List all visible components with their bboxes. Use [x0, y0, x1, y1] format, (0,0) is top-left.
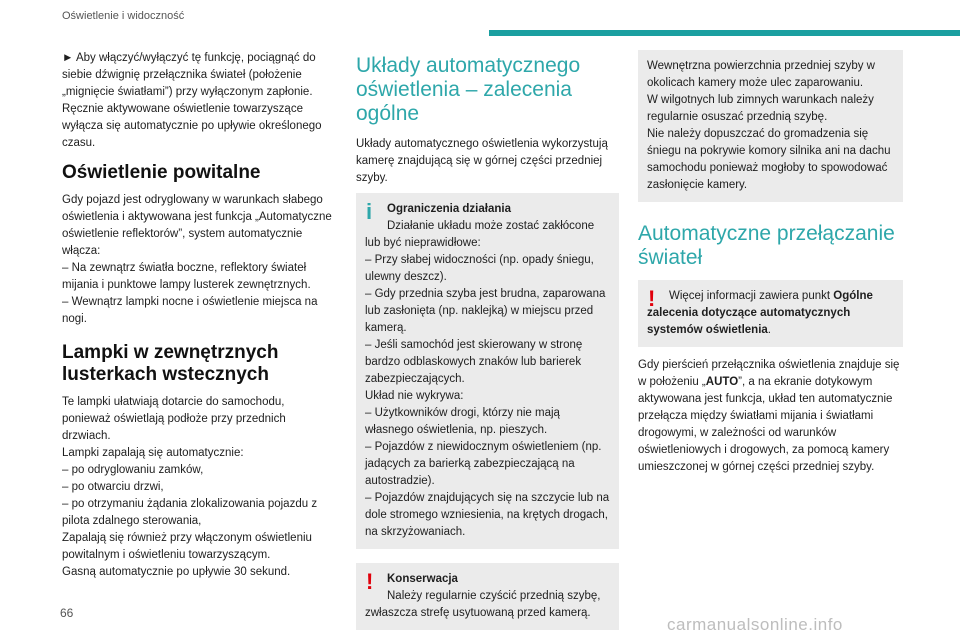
list-item: – Przy słabej widoczności (np. opady śniegu, ulewny deszcz). [365, 254, 594, 283]
list-item: – Pojazdów z niewidocznym oświetleniem (np. jadących za barierką zabezpieczającą na autostradzie). [365, 441, 602, 487]
auto-beam-paragraph [638, 357, 903, 476]
list-item: – Jeśli samochód jest skierowany w stronę bardzo odblaskowych znaków lub barierek zabezpieczających. [365, 339, 583, 385]
intro-paragraph: ► Aby włączyć/wyłączyć tę funkcję, pociągnąć do siebie dźwignię przełącznika świateł (położenie „mignięcie światłami”) przy wyłączonym zapłonie. Ręcznie aktywowane oświetlenie towarzyszące wyłącza się automatycznie po upływie określonego czasu. [62, 52, 322, 149]
text-line: Gasną automatycznie po upływie 30 sekund. [62, 566, 291, 578]
warning-box-title: Konserwacja [387, 573, 458, 585]
watermark: carmanualsonline.info [667, 615, 843, 634]
text-line: W wilgotnych lub zimnych warunkach należy regularnie osuszać przednią szybę. [647, 94, 874, 123]
page-number: 66 [60, 606, 74, 620]
text-line: Zapalają się również przy włączonym oświetleniu powitalnym i oświetleniu towarzyszącym. [62, 532, 312, 561]
warning-prefix: Więcej informacji zawiera punkt [669, 290, 834, 302]
info-box [356, 193, 619, 549]
warning-icon: ! [366, 569, 374, 594]
body-text: ”, a na ekranie dotykowym aktywowana jest funkcja, układ ten automatycznie przełącza między światłami mijania i światłami drogowymi, w zależności od warunków oświetleniowych i drogowych, za pomocą kamery umieszczonej w górnej części przedniej szyby. [638, 376, 893, 473]
text-line: Układ nie wykrywa: [365, 390, 464, 402]
warning-suffix: . [767, 324, 771, 336]
list-item: – Pojazdów znajdujących się na szczycie lub na dole stromego wzniesienia, na krętych drogach, na skrzyżowaniach. [365, 492, 610, 538]
text-line: Lampki zapalają się automatycznie: [62, 447, 244, 459]
warning-bold-reference: Ogólne zalecenia dotyczące automatycznych systemów oświetlenia [647, 290, 873, 336]
text-line: Wewnętrzna powierzchnia przedniej szyby w okolicach kamery może ulec zaparowaniu. [647, 60, 875, 89]
list-item: – Na zewnątrz światła boczne, reflektory świateł mijania i punktowe lampy lusterek zewnętrznych. [62, 262, 311, 291]
auto-label: AUTO [705, 376, 739, 388]
section-header: Oświetlenie i widoczność [62, 10, 185, 22]
welcome-lighting-heading: Oświetlenie powitalne [62, 162, 261, 183]
list-item: – Gdy przednia szyba jest brudna, zaparowana lub zasłonięta (np. naklejką) w miejscu przed kamerą. [365, 288, 606, 334]
auto-lighting-intro: Układy automatycznego oświetlenia wykorzystują kamerę znajdującą się w górnej części przedniej szyby. [356, 138, 608, 184]
welcome-lighting-text: Gdy pojazd jest odryglowany w warunkach słabego oświetlenia i aktywowana jest funkcja „Automatyczne oświetlenie reflektorów”, system automatycznie włącza: [62, 194, 332, 257]
info-icon: i [366, 199, 373, 224]
auto-beam-switching-heading: Automatyczne przełączanie świateł [638, 222, 895, 269]
info-box-first-line: Działanie układu może zostać zakłócone lub być nieprawidłowe: [365, 220, 595, 249]
list-item: – Użytkowników drogi, którzy nie mają własnego oświetlenia, np. pieszych. [365, 407, 560, 436]
list-item: – po odryglowaniu zamków, [62, 464, 204, 476]
info-box-title: Ograniczenia działania [387, 203, 511, 215]
text-line: Te lampki ułatwiają dotarcie do samochodu, ponieważ oświetlają podłoże przy przednich drzwiach. [62, 396, 286, 442]
warning-box [356, 563, 619, 630]
list-item: – po otwarciu drzwi, [62, 481, 164, 493]
warning-icon: ! [648, 286, 656, 311]
column-middle [356, 50, 619, 638]
list-item: – po otrzymaniu żądania zlokalizowania pojazdu z pilota zdalnego sterowania, [62, 498, 318, 527]
mirror-lamps-heading: Lampki w zewnętrznych lusterkach wstecznych [62, 342, 279, 385]
column-right [638, 50, 903, 482]
list-item: – Wewnątrz lampki nocne i oświetlenie miejsca na nogi. [62, 296, 318, 325]
header-accent-bar [489, 30, 960, 36]
column-left [62, 50, 332, 581]
warning-box [638, 280, 903, 347]
auto-lighting-heading: Układy automatycznego oświetlenia – zalecenia ogólne [356, 54, 581, 125]
text-line: Nie należy dopuszczać do gromadzenia się śniegu na pokrywie komory silnika ani na dachu samochodu ponieważ mogłoby to spowodować zasłonięcie kamery. [647, 128, 891, 191]
warning-box-text: Należy regularnie czyścić przednią szybę, zwłaszcza strefę usytuowaną przed kamerą. [365, 590, 601, 619]
body-text: Gdy pierścień przełącznika oświetlenia znajduje się w położeniu „ [638, 359, 900, 388]
camera-note-box [638, 50, 903, 202]
